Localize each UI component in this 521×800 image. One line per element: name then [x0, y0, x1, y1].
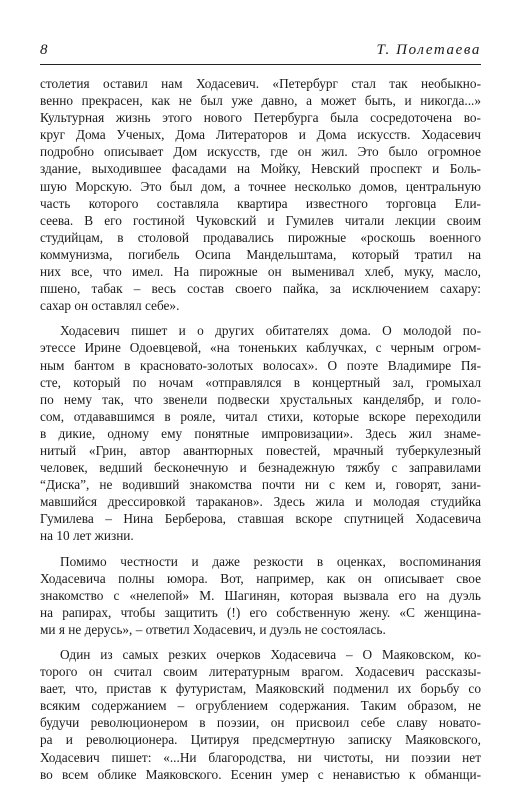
text-line: подробно описывает Дом искусств, где он жил. Это было огромное [40, 144, 481, 160]
text-line: вает, что, пристав к футуристам, Маяковский подменил их борьбу со [40, 681, 481, 697]
text-line: пшено, табак – весь состав своего пайка, за исключением сахару: [40, 281, 481, 297]
text-line: на 10 лет жизни. [40, 528, 134, 544]
text-line: на рапирах, чтобы защитить (!) его собственную жену. «С женщина- [40, 604, 481, 620]
text-line: сахар он оставлял себе». [40, 298, 180, 314]
text-line: будучи революционером в поэзии, он присвоил себе славу новато- [40, 715, 481, 731]
text-line: венно прекрасен, как не был уже давно, а может быть, и никогда...» [40, 93, 481, 109]
paragraph [40, 322, 481, 544]
text-line: коммунизма, погибель Осипа Мандельштама, который тратил на [40, 246, 481, 262]
text-line: сеева. В его гостиной Чуковский и Гумилев читали лекции своим [40, 212, 481, 228]
text-line: мавшийся дрессировкой тараканов». Здесь жила и молодая студийка [40, 494, 481, 510]
text-line: них все, что имел. На пирожные он выменивал хлеб, муку, масло, [40, 264, 481, 280]
text-line: в дикие, одному ему понятные импровизации». Здесь жил знаме- [40, 425, 481, 441]
text-line: человек, ведший бесконечную и безнадежную тяжбу с заправилами [40, 460, 481, 476]
text-line: ра и революционера. Цитируя предсмертную записку Маяковского, [40, 732, 481, 748]
text-line: шую Морскую. Это был дом, а точнее несколько домов, центральную [40, 178, 481, 194]
running-head-author: Т. Полетаева [376, 42, 481, 58]
text-line: часть которого составляла квартира известного торговца Ели- [40, 195, 481, 211]
page-number: 8 [40, 42, 48, 58]
page-header [40, 40, 481, 65]
text-line: Культурная жизнь этого нового Петербурга была сосредоточена во- [40, 110, 481, 126]
body-text [40, 75, 481, 791]
text-line: знакомство с «нелепой» М. Шагинян, которая вызвала его на дуэль [40, 587, 481, 603]
text-line: нитый «Грин, автор авантюрных повестей, мрачный туберкулезный [40, 442, 481, 458]
text-line: ным бантом в красновато-золотых волосах». О поэте Владимире Пя- [40, 357, 481, 373]
text-line: круг Дома Ученых, Дома Литераторов и Дома искусств. Ходасевич [40, 127, 481, 143]
text-line: торого он считал своим литературным врагом. Ходасевич рассказы- [40, 664, 481, 680]
paragraph [40, 553, 481, 638]
text-line: Гумилева – Нина Берберова, ставшая вскоре спутницей Ходасевича [40, 511, 481, 527]
text-line: сом, отдававшимся в рояле, читал стихи, которые вскоре переходили [40, 408, 481, 424]
text-line: ми я не дерусь», – ответил Ходасевич, и дуэль не состоялась. [40, 621, 386, 637]
text-line: Ходасевич пишет и о других обитателях дома. О молодой по- [60, 323, 481, 339]
text-line: студийцам, в столовой продавались пирожные «роскошь военного [40, 229, 481, 245]
paragraph [40, 646, 481, 783]
paragraph [40, 75, 481, 314]
text-line: Ходасевич пишет: «...Ни благородства, ни чистоты, ни поэзии нет [40, 749, 481, 765]
text-line: Один из самых резких очерков Ходасевича – О Маяковском, ко- [60, 647, 481, 662]
text-line: всяким содержанием – огрублением содержания. Таким образом, не [40, 698, 481, 714]
text-line: здание, выходившее фасадами на Мойку, Невский проспект и Боль- [40, 161, 481, 177]
text-line: сте, который по ночам «отправлялся в концертный зал, громыхал [40, 374, 481, 390]
text-line: столетия оставил нам Ходасевич. «Петербург стал так необыкно- [40, 76, 481, 91]
text-line: по нему так, что звенели подвески хрустальных канделябр, и голо- [40, 391, 481, 407]
text-line: этессе Ирине Одоевцевой, «на тоненьких каблучках, с черным огром- [40, 340, 481, 356]
text-line: Ходасевича полны юмора. Вот, например, как он описывает свое [40, 570, 481, 586]
text-line: во всем облике Маяковского. Есенин умер с ненавистью к обманщи- [40, 766, 481, 782]
text-line: Помимо честности и даже резкости в оценках, воспоминания [60, 553, 481, 569]
text-line: “Диска”, не водивший знакомства почти ни с кем и, говорят, зани- [40, 477, 481, 493]
